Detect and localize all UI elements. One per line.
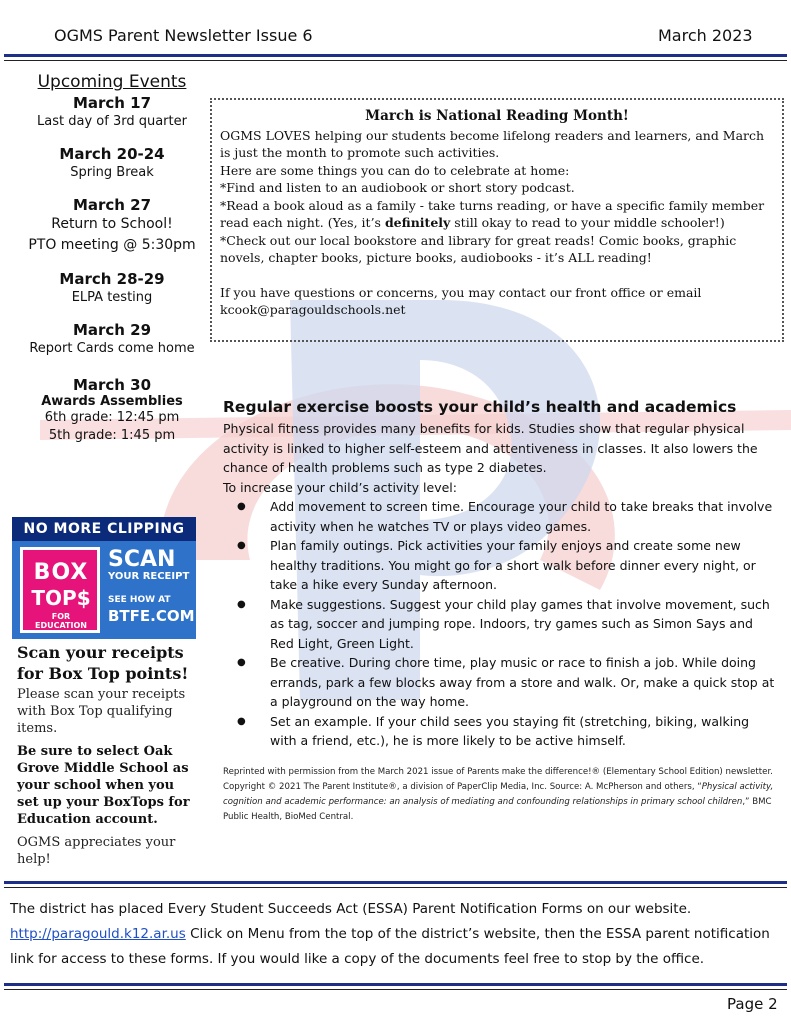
credit-source-title: Physical activity, cognition and academic performance: an analysis of mediating and confounding relationships in primary school children <box>223 781 774 807</box>
reading-paragraph: *Check out our local bookstore and library for great reads! Comic books, graphic novels, chapter books, picture books, audiobooks - it’s ALL reading! <box>220 232 737 265</box>
list-item: ● Add movement to screen time. Encourage your child to take breaks that involve activity when he watches TV or plays video games. <box>223 497 775 536</box>
newsletter-title: OGMS Parent Newsletter Issue 6 <box>54 26 313 45</box>
list-item: ● Be creative. During chore time, play music or race to finish a job. While doing errands, park a few blocks away from a store and walk. Or, make a quick stop at a playground on the way home. <box>223 653 775 712</box>
event-time: 6th grade: 12:45 pm <box>44 410 180 425</box>
logo-line-2: TOP$ <box>31 586 91 610</box>
exercise-list <box>223 497 775 751</box>
event-desc: Spring Break <box>70 165 154 180</box>
list-item: ● Plan family outings. Pick activities your family enjoys and create some new healthy traditions. You might go for a short walk before dinner every night, or take a hike every Sunday afternoon. <box>223 536 775 595</box>
page-number: Page 2 <box>727 995 778 1013</box>
box-tops-logo <box>20 547 100 633</box>
event-desc-2: PTO meeting @ 5:30pm <box>28 237 196 253</box>
event-date: March 28-29 <box>59 270 165 288</box>
footer-rule-thin <box>4 989 787 990</box>
exercise-intro: Physical fitness provides many benefits for kids. Studies show that regular physical activity is linked to higher self-esteem and attentiveness in classes. It also lowers the chance of health problems such as type 2 diabetes. <box>223 421 758 475</box>
box-tops-article <box>17 642 197 868</box>
reading-paragraph: *Find and listen to an audiobook or short story podcast. <box>220 180 575 195</box>
reading-paragraph: Here are some things you can do to celebrate at home: <box>220 162 570 178</box>
event-subtitle: Awards Assemblies <box>41 394 183 409</box>
event-time: 5th grade: 1:45 pm <box>48 428 176 443</box>
reading-emphasis: definitely <box>384 215 451 230</box>
logo-line-3: FOR EDUCATION <box>35 612 87 630</box>
essa-notice <box>10 897 786 972</box>
event-desc: ELPA testing <box>71 290 153 305</box>
newsletter-date: March 2023 <box>658 26 753 45</box>
section-rule-thin <box>4 887 787 888</box>
box-tops-promo-image <box>12 517 196 639</box>
event-date: March 30 <box>72 376 152 394</box>
box-tops-thanks: OGMS appreciates your help! <box>17 835 176 867</box>
footer-rule <box>4 983 787 986</box>
reading-month-box <box>210 98 784 342</box>
event-date: March 29 <box>72 321 152 339</box>
header-rule <box>4 54 787 57</box>
event-item <box>14 376 210 445</box>
event-desc: Last day of 3rd quarter <box>37 114 187 129</box>
reading-paragraph: OGMS LOVES helping our students become lifelong readers and learners, and March is just the month to promote such activities. <box>220 127 765 160</box>
promo-receipt: YOUR RECEIPT <box>108 571 190 582</box>
credit-text: ,” BMC Public Health, BioMed Central. <box>223 796 772 822</box>
event-desc: Report Cards come home <box>29 341 195 356</box>
essa-text: Click on Menu from the top of the district’s website, then the ESSA parent notification link for access to these forms. If you would like a copy of the documents feel free to stop by the office. <box>10 926 770 967</box>
logo-line-1: BOX <box>33 560 89 585</box>
upcoming-events <box>14 72 210 459</box>
essa-line: The district has placed Every Student Succeeds Act (ESSA) Parent Notification Forms on our website. <box>10 901 692 917</box>
box-tops-instruction: Be sure to select Oak Grove Middle School as your school when you set up your BoxTops for Education account. <box>17 744 190 827</box>
credit-text: Reprinted with permission from the March 2021 issue of Parents make the difference!® (Elementary School Edition) newsletter. Copyright © 2021 The Parent Institute®, a division of PaperClip Media, Inc. Source: A. McPherson and others, “ <box>223 766 773 792</box>
exercise-lead: To increase your child’s activity level: <box>223 479 457 495</box>
exercise-title: Regular exercise boosts your child’s health and academics <box>223 398 737 416</box>
reading-contact: If you have questions or concerns, you may contact our front office or email kcook@paragouldschools.net <box>220 284 702 317</box>
event-desc: Return to School! <box>51 216 173 232</box>
promo-banner: NO MORE CLIPPING <box>12 517 196 541</box>
reading-text: still okay to read to your middle schooler!) <box>450 215 725 230</box>
list-item: ● Set an example. If your child sees you staying fit (stretching, biking, walking with a friend, etc.), he is more likely to be active himself. <box>223 712 775 751</box>
reading-text: *Read a book aloud as a family - take turns reading, or have a specific family member read each night. (Yes, it’s <box>220 197 765 230</box>
event-item <box>14 94 210 131</box>
reading-title: March is National Reading Month! <box>365 108 629 124</box>
promo-see: SEE HOW AT <box>108 595 171 605</box>
event-item <box>14 321 210 358</box>
event-date: March 20-24 <box>59 145 165 163</box>
event-date: March 27 <box>72 196 152 214</box>
district-website-link[interactable]: http://paragould.k12.ar.us <box>10 926 186 942</box>
section-rule <box>4 881 787 884</box>
event-date: March 17 <box>72 94 152 112</box>
list-item: ● Make suggestions. Suggest your child play games that involve movement, such as tag, soccer and jumping rope. Indoors, try games such as Simon Says and Red Light, Green Light. <box>223 595 775 654</box>
exercise-article <box>223 398 775 825</box>
promo-scan: SCAN <box>108 547 176 572</box>
event-item <box>14 270 210 307</box>
exercise-credit <box>223 765 775 825</box>
box-tops-paragraph: Please scan your receipts with Box Top qualifying items. <box>17 687 186 736</box>
promo-url: BTFE.COM <box>108 607 195 625</box>
essa-line <box>10 922 786 972</box>
box-tops-heading: Scan your receipts for Box Top points! <box>17 643 189 683</box>
reading-paragraph <box>220 197 774 232</box>
header-rule-thin <box>4 60 787 61</box>
event-item <box>14 196 210 256</box>
event-item <box>14 145 210 182</box>
events-title: Upcoming Events <box>37 72 187 92</box>
